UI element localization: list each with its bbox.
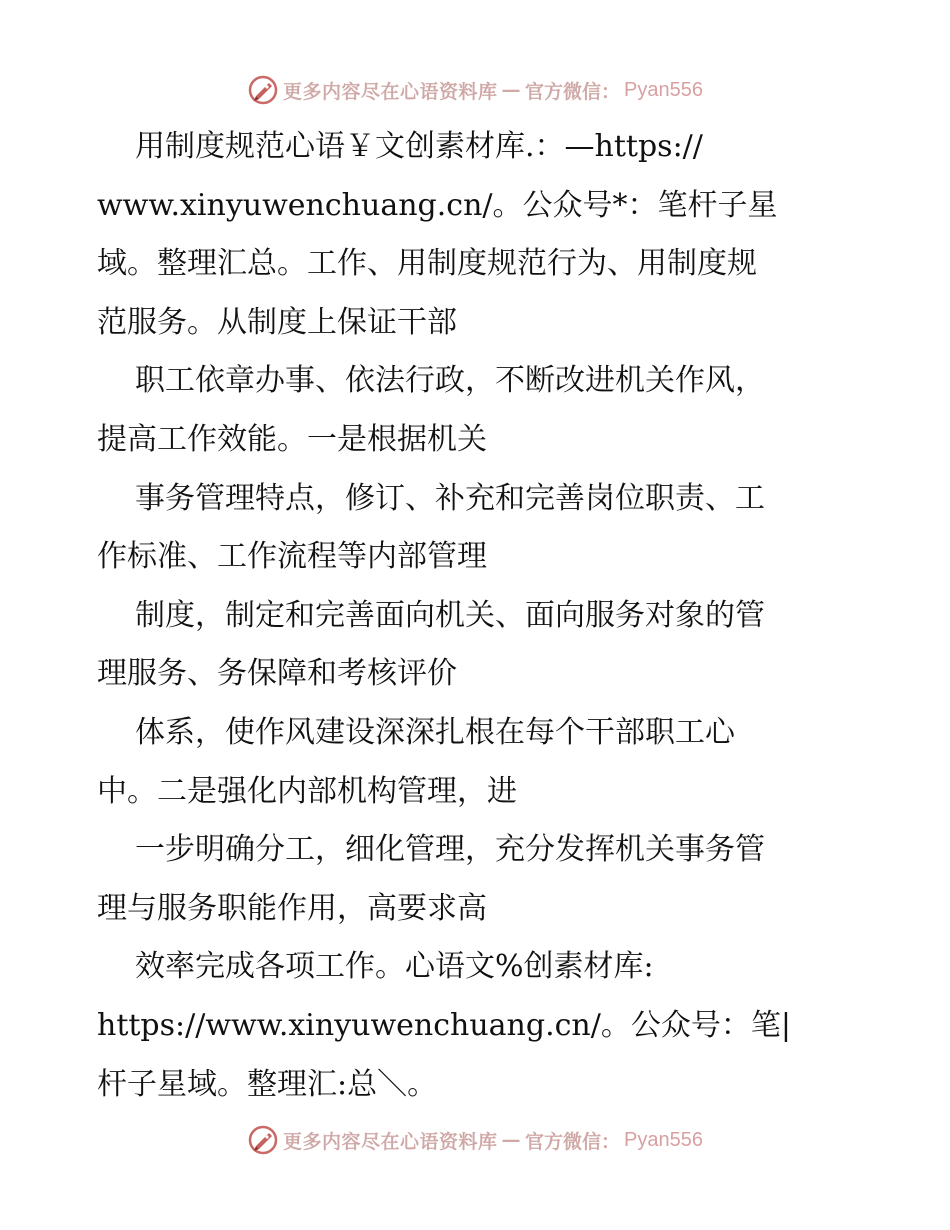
banner-dash: — [501, 79, 522, 101]
pen-logo-icon [247, 1124, 279, 1156]
footer-banner [0, 1120, 950, 1160]
paragraph-line: 域。整理汇总。工作、用制度规范行为、用制度规 [97, 246, 757, 282]
pen-logo-icon [247, 74, 279, 106]
paragraph-line: 提高工作效能。一是根据机关 [97, 421, 487, 457]
paragraph-line: 体系，使作风建设深深扎根在每个干部职工心 [135, 714, 735, 750]
paragraph-line: 杆子星域。整理汇:总＼。 [97, 1066, 438, 1102]
paragraph-line: 效率完成各项工作。心语文%创素材库: [135, 949, 654, 985]
paragraph-line: 制度，制定和完善面向机关、面向服务对象的管 [135, 597, 765, 633]
paragraph-line: 职工依章办事、依法行政，不断改进机关作风， [135, 363, 765, 399]
paragraph-line: 用制度规范心语￥文创素材库.：—https:// [135, 129, 703, 164]
paragraph-line: 事务管理特点，修订、补充和完善岗位职责、工 [135, 480, 765, 516]
banner-slogan: 更多内容尽在心语资料库 [283, 1130, 498, 1153]
banner-wechat-handle: Pyan556 [624, 78, 703, 101]
header-banner [0, 70, 950, 110]
paragraph-line: 理与服务职能作用，高要求高 [97, 890, 487, 926]
paragraph-line: www.xinyuwenchuang.cn/。公众号*：笔杆子星 [97, 187, 778, 223]
paragraph-line: 理服务、务保障和考核评价 [97, 656, 457, 692]
paragraph-line: https://www.xinyuwenchuang.cn/。公众号：笔| [97, 1007, 791, 1043]
paragraph-line: 一步明确分工，细化管理，充分发挥机关事务管 [135, 832, 765, 868]
banner-contact-label: 官方微信： [525, 1130, 621, 1153]
banner-slogan: 更多内容尽在心语资料库 [283, 80, 498, 103]
document-body [97, 118, 857, 1114]
banner-dash: — [501, 1129, 522, 1151]
paragraph-line: 作标准、工作流程等内部管理 [97, 539, 487, 575]
paragraph-line: 中。二是强化内部机构管理，进 [97, 773, 517, 809]
banner-contact-label: 官方微信： [525, 80, 621, 103]
paragraph-line: 范服务。从制度上保证干部 [97, 304, 457, 340]
banner-wechat-handle: Pyan556 [624, 1128, 703, 1151]
